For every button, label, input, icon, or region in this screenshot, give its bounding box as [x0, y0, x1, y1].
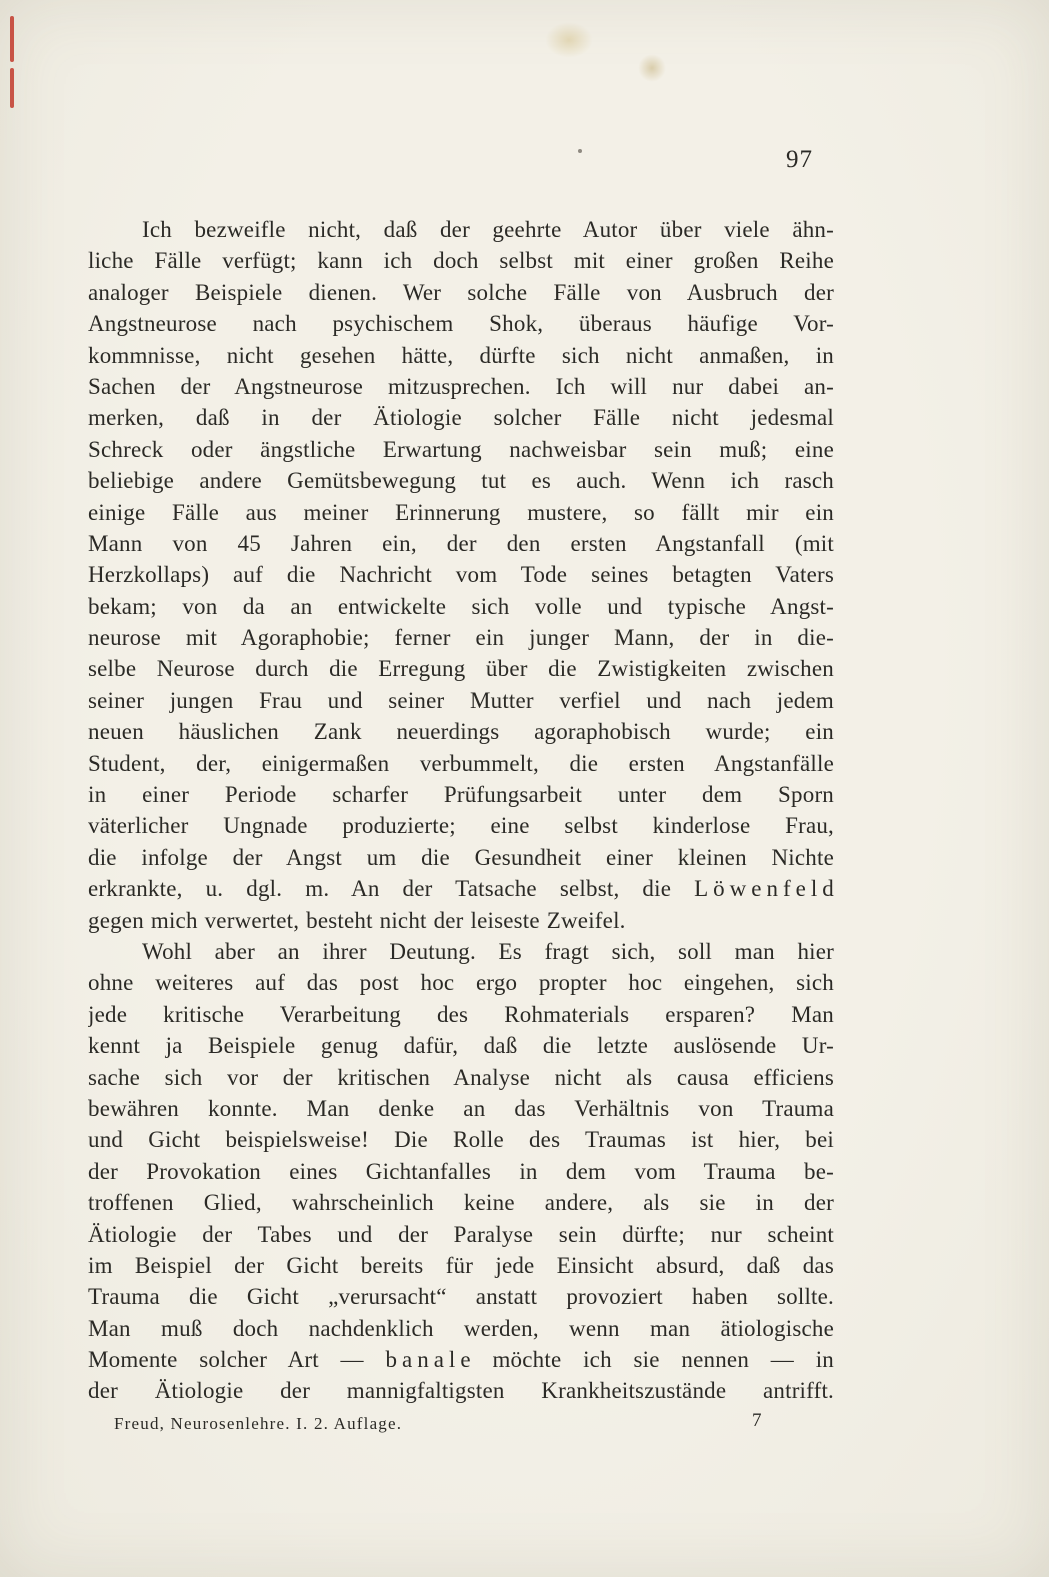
text-line: erkrankte, u. dgl. m. An der Tatsache selbst, die L ö w e n f e l d	[88, 876, 834, 902]
text-line: die infolge der Angst um die Gesundheit einer kleinen Nichte	[88, 844, 834, 870]
text-line: Momente solcher Art — b a n a l e möchte ich sie nennen — in	[88, 1347, 834, 1373]
text-line: einige Fälle aus meiner Erinnerung mustere, so fällt mir ein	[88, 499, 834, 525]
text-line: beliebige andere Gemütsbewegung tut es auch. Wenn ich rasch	[88, 468, 834, 494]
paper-speck	[578, 149, 582, 153]
text-line: väterlicher Ungnade produzierte; eine selbst kinderlose Frau,	[88, 813, 834, 839]
text-line: troffenen Glied, wahrscheinlich keine andere, als sie in der	[88, 1190, 834, 1216]
text-line: Angstneurose nach psychischem Shok, überaus häufige Vor-	[88, 311, 834, 337]
text-line: Schreck oder ängstliche Erwartung nachweisbar sein muß; eine	[88, 436, 834, 462]
text-line: gegen mich verwertet, besteht nicht der leiseste Zweifel.	[88, 907, 626, 933]
text-line: Ätiologie der Tabes und der Paralyse sein dürfte; nur scheint	[88, 1221, 834, 1247]
text-line: neuen häuslichen Zank neuerdings agoraphobisch wurde; ein	[88, 719, 834, 745]
page-number: 97	[786, 146, 813, 173]
text-line: in einer Periode scharfer Prüfungsarbeit unter dem Sporn	[88, 782, 834, 808]
text-line: neurose mit Agoraphobie; ferner ein junger Mann, der in die-	[88, 625, 834, 651]
red-edge-mark	[10, 68, 14, 108]
paragraph	[88, 936, 834, 1407]
text-line: merken, daß in der Ätiologie solcher Fälle nicht jedesmal	[88, 405, 834, 431]
text-line: sache sich vor der kritischen Analyse nicht als causa efficiens	[88, 1064, 834, 1090]
text-line: bekam; von da an entwickelte sich volle und typische Angst-	[88, 593, 834, 619]
signature-mark: 7	[752, 1410, 762, 1431]
text-line: selbe Neurose durch die Erregung über die Zwistigkeiten zwischen	[88, 656, 834, 682]
text-line: kennt ja Beispiele genug dafür, daß die letzte auslösende Ur-	[88, 1033, 834, 1059]
text-line: kommnisse, nicht gesehen hätte, dürfte sich nicht anmaßen, in	[88, 342, 834, 368]
text-line: Ich bezweifle nicht, daß der geehrte Autor über viele ähn-	[142, 217, 834, 242]
text-line: Trauma die Gicht „verursacht“ anstatt provoziert haben sollte.	[88, 1284, 834, 1310]
text-line: im Beispiel der Gicht bereits für jede Einsicht absurd, daß das	[88, 1252, 834, 1278]
text-line: der Provokation eines Gichtanfalles in dem vom Trauma be-	[88, 1158, 834, 1184]
text-line: der Ätiologie der mannigfaltigsten Krankheitszustände antrifft.	[88, 1378, 834, 1404]
text-line: und Gicht beispielsweise! Die Rolle des Traumas ist hier, bei	[88, 1127, 834, 1153]
text-line: liche Fälle verfügt; kann ich doch selbst mit einer großen Reihe	[88, 248, 834, 274]
text-line: ohne weiteres auf das post hoc ergo propter hoc eingehen, sich	[88, 970, 834, 996]
footer-imprint: Freud, Neurosenlehre. I. 2. Auflage.	[114, 1414, 403, 1433]
text-line: Wohl aber an ihrer Deutung. Es fragt sich, soll man hier	[142, 938, 834, 964]
text-line: Man muß doch nachdenklich werden, wenn man ätiologische	[88, 1315, 834, 1341]
text-line: analoger Beispiele dienen. Wer solche Fälle von Ausbruch der	[88, 279, 834, 305]
body-text	[88, 214, 834, 1407]
paper-stain	[638, 54, 666, 82]
paper-stain	[545, 22, 593, 58]
text-line: jede kritische Verarbeitung des Rohmaterials ersparen? Man	[88, 1001, 834, 1027]
text-line: seiner jungen Frau und seiner Mutter verfiel und nach jedem	[88, 687, 834, 713]
text-line: Herzkollaps) auf die Nachricht vom Tode seines betagten Vaters	[88, 562, 834, 588]
text-line: Student, der, einigermaßen verbummelt, die ersten Angstanfälle	[88, 750, 834, 776]
text-line: bewähren konnte. Man denke an das Verhältnis von Trauma	[88, 1095, 834, 1121]
text-line: Mann von 45 Jahren ein, der den ersten Angstanfall (mit	[88, 530, 834, 556]
red-edge-mark	[10, 16, 14, 62]
text-line: Sachen der Angstneurose mitzusprechen. Ich will nur dabei an-	[88, 373, 834, 399]
paragraph	[88, 214, 834, 936]
